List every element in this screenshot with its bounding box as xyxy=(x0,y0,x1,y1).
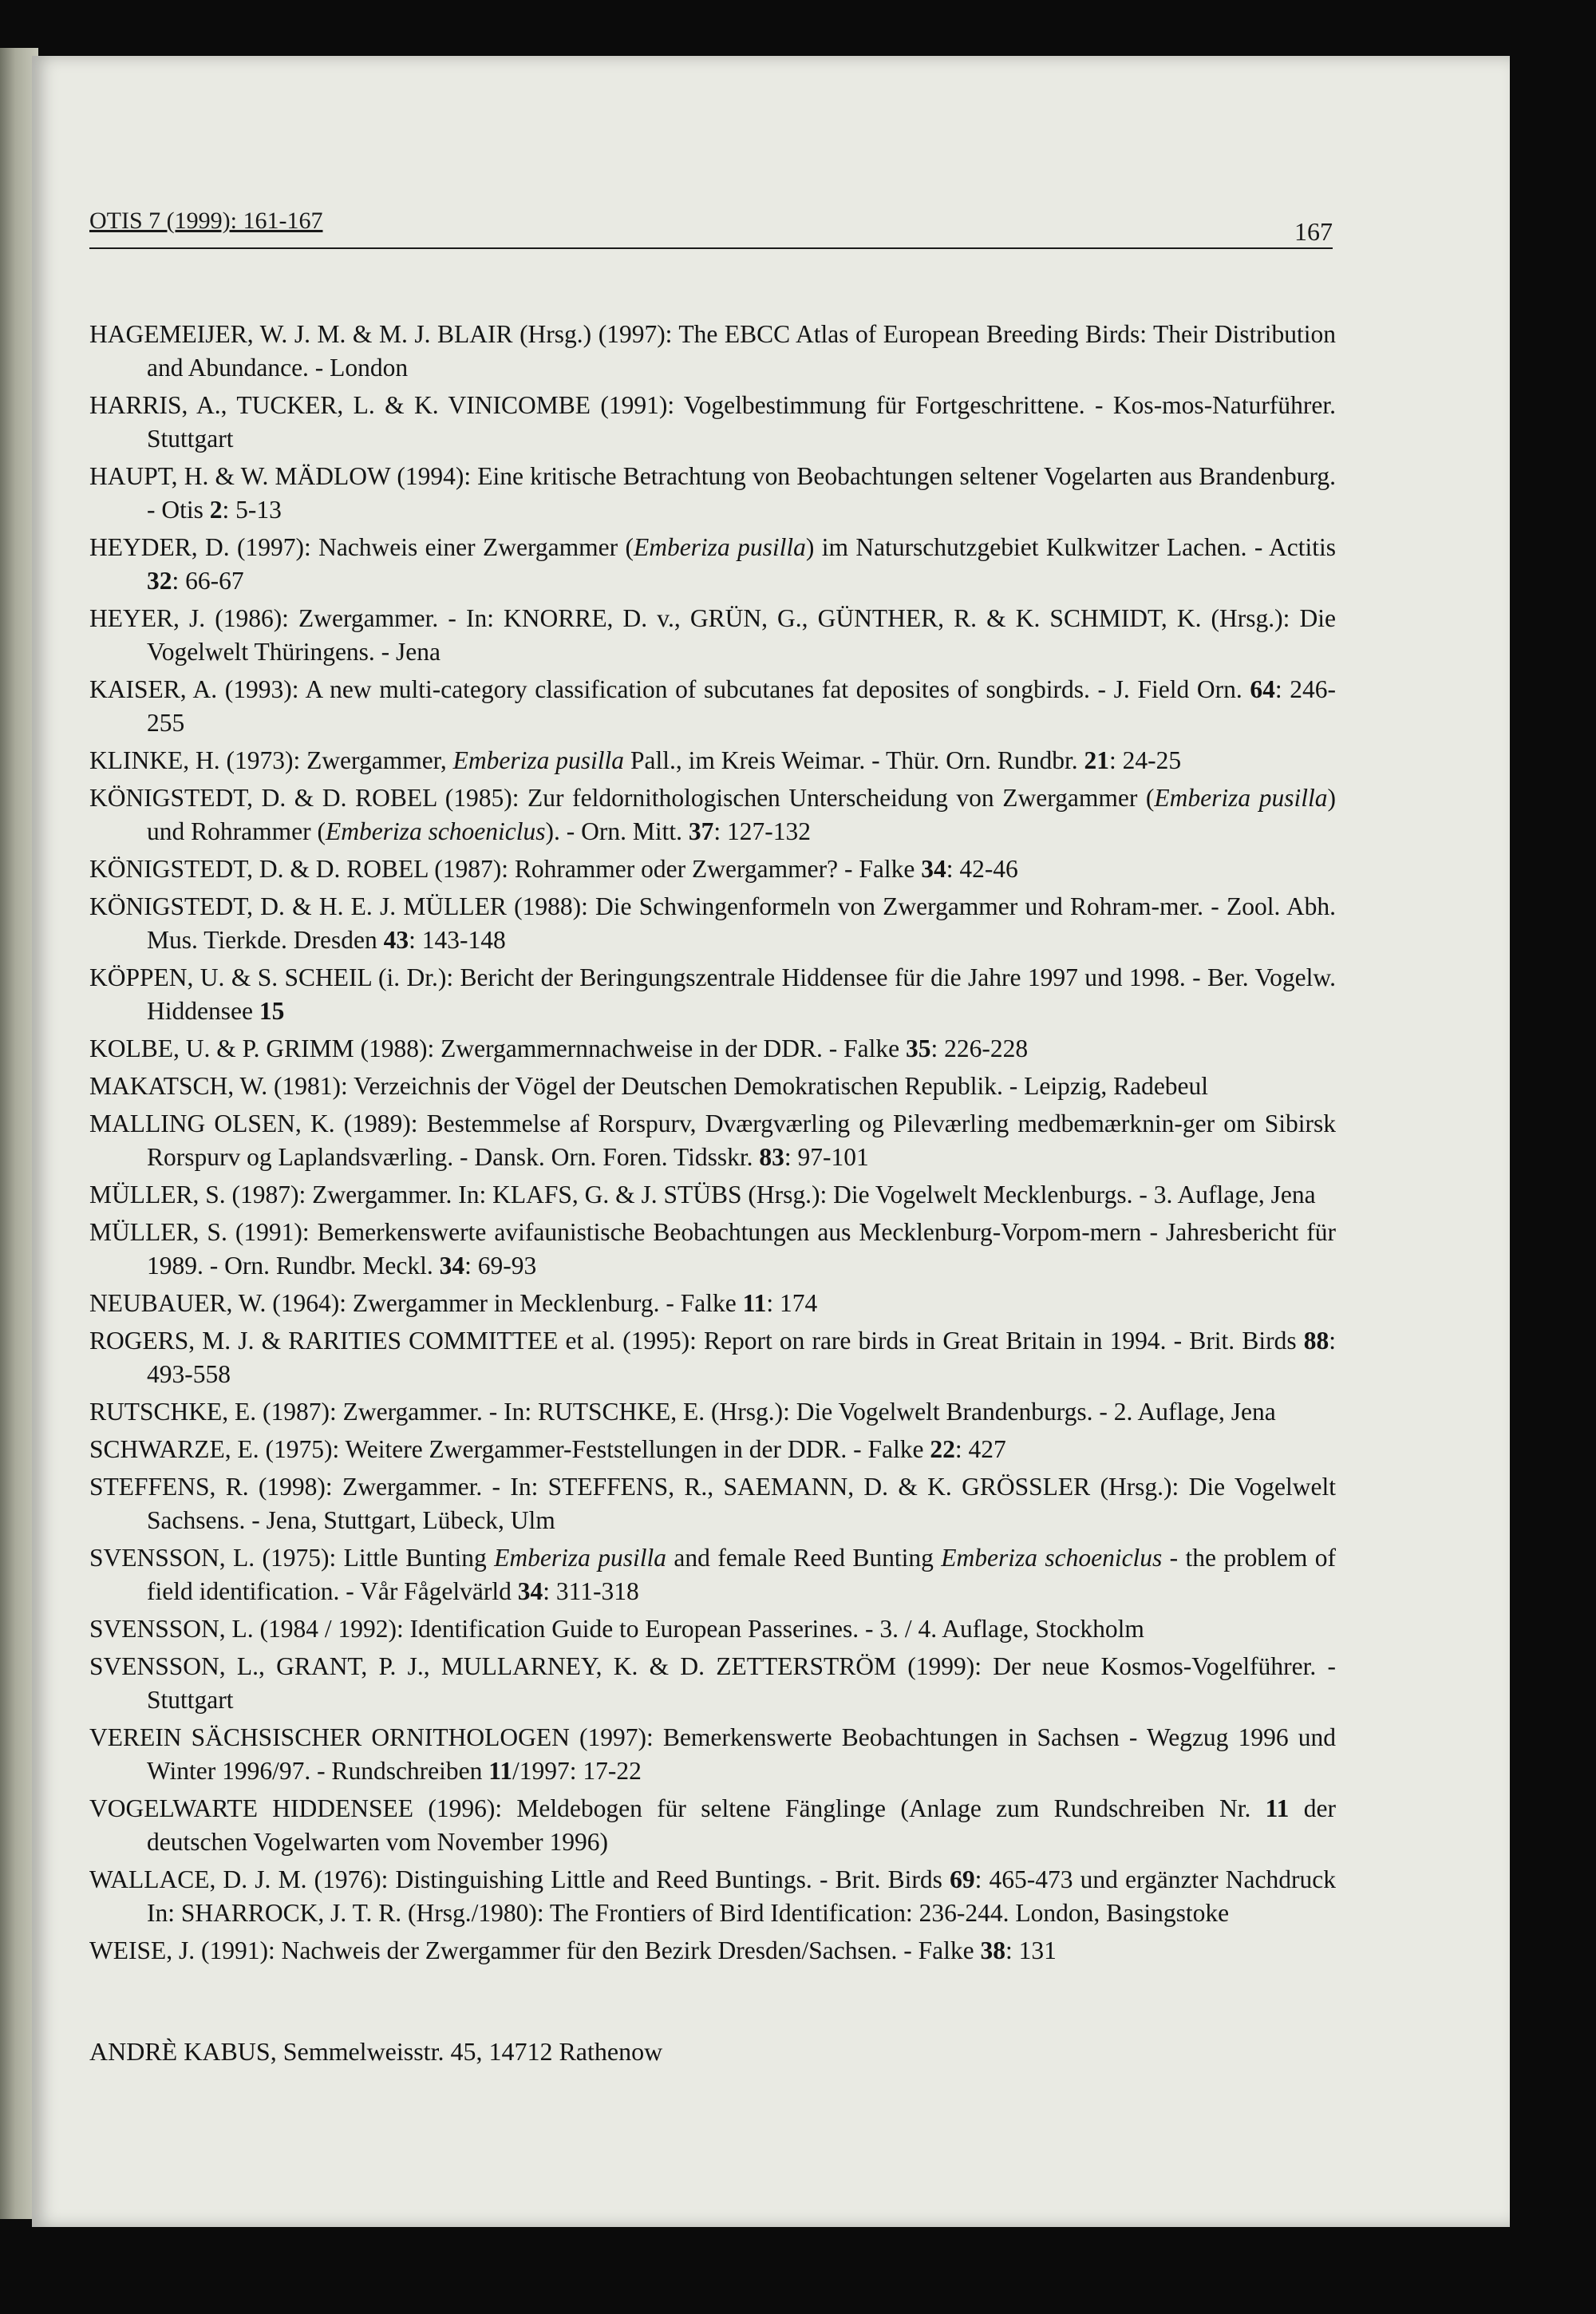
reference-text: : 127-132 xyxy=(713,817,812,845)
reference-text: : 131 xyxy=(1005,1936,1057,1964)
reference-entry xyxy=(89,602,1336,669)
reference-text: SVENSSON, L. (1984 / 1992): Identification Guide to European Passerines. - 3. / 4. Auflage, Stockholm xyxy=(89,1615,1144,1643)
reference-entry xyxy=(89,1324,1336,1391)
reference-volume: 34 xyxy=(921,855,946,883)
reference-volume: 21 xyxy=(1084,746,1109,774)
reference-entry xyxy=(89,1032,1336,1066)
reference-text: RUTSCHKE, E. (1987): Zwergammer. - In: RUTSCHKE, E. (Hrsg.): Die Vogelwelt Brandenburgs. - 2. Auflage, Jena xyxy=(89,1398,1276,1426)
reference-text: HEYER, J. (1986): Zwergammer. - In: KNORRE, D. v., GRÜN, G., GÜNTHER, R. & K. SCHMIDT, K. (Hrsg.): Die Vogelwelt Thüringens. - Jena xyxy=(89,604,1336,666)
reference-list xyxy=(89,318,1336,1972)
reference-text: KÖNIGSTEDT, D. & D. ROBEL (1987): Rohrammer oder Zwergammer? - Falke xyxy=(89,855,922,883)
reference-entry xyxy=(89,531,1336,598)
author-address: ANDRÈ KABUS, Semmelweisstr. 45, 14712 Rathenow xyxy=(89,2037,663,2066)
reference-volume: 32 xyxy=(147,567,172,595)
journal-citation: OTIS 7 (1999): 161-167 xyxy=(89,208,323,234)
reference-text: KLINKE, H. (1973): Zwergammer, xyxy=(89,746,453,774)
reference-volume: 11 xyxy=(1265,1794,1290,1822)
reference-volume: 35 xyxy=(906,1034,931,1062)
reference-text: ). - Orn. Mitt. xyxy=(545,817,689,845)
reference-text: HAUPT, H. & W. MÄDLOW (1994): Eine kritische Betrachtung von Beobachtungen seltener Vogelarten aus Brandenburg. - Otis xyxy=(89,462,1336,524)
reference-text: : 427 xyxy=(954,1435,1006,1463)
reference-text: : 5-13 xyxy=(222,496,282,524)
reference-species: Emberiza pusilla xyxy=(452,746,625,774)
reference-volume: 64 xyxy=(1250,675,1275,703)
reference-volume: 2 xyxy=(209,496,223,524)
reference-text: : 465-473 und ergänzter Nachdruck In: SHARROCK, J. T. R. (Hrsg./1980): The Frontiers of Bird Identification: 236-244. London, Basingstoke xyxy=(147,1865,1336,1927)
reference-volume: 37 xyxy=(688,817,714,845)
reference-text: : 42-46 xyxy=(946,855,1018,883)
reference-entry xyxy=(89,852,1336,886)
reference-species: Emberiza pusilla xyxy=(633,533,806,561)
reference-text: MÜLLER, S. (1991): Bemerkenswerte avifaunistische Beobachtungen aus Mecklenburg-Vorpom-mern - Jahresbericht für 1989. - Orn. Rundbr. Meckl. xyxy=(89,1218,1336,1280)
reference-text: WEISE, J. (1991): Nachweis der Zwergammer für den Bezirk Dresden/Sachsen. - Falke xyxy=(89,1936,981,1964)
reference-species: Emberiza schoeniclus xyxy=(325,817,546,845)
reference-species: Emberiza pusilla xyxy=(1154,784,1328,812)
reference-entry xyxy=(89,744,1336,777)
reference-text: : 66-67 xyxy=(172,567,244,595)
reference-text: : 69-93 xyxy=(464,1252,537,1280)
reference-text: and female Reed Bunting xyxy=(666,1544,942,1572)
header-rule xyxy=(89,247,1333,249)
reference-volume: 38 xyxy=(980,1936,1005,1964)
reference-entry xyxy=(89,1178,1336,1212)
reference-text: VEREIN SÄCHSISCHER ORNITHOLOGEN (1997): Bemerkenswerte Beobachtungen in Sachsen - Wegzug 1996 und Winter 1996/97. - Rundschreiben xyxy=(89,1723,1336,1785)
reference-text: ) und Rohrammer ( xyxy=(147,784,1336,845)
reference-entry xyxy=(89,1287,1336,1320)
reference-text: SVENSSON, L., GRANT, P. J., MULLARNEY, K. & D. ZETTERSTRÖM (1999): Der neue Kosmos-Vogelführer. - Stuttgart xyxy=(89,1652,1336,1714)
reference-entry xyxy=(89,781,1336,848)
page-header xyxy=(89,153,1333,249)
reference-volume: 11 xyxy=(488,1757,513,1785)
reference-entry xyxy=(89,1433,1336,1466)
reference-entry xyxy=(89,673,1336,740)
reference-entry xyxy=(89,1541,1336,1608)
reference-text: - the problem of field identification. - Vår Fågelvärld xyxy=(147,1544,1336,1605)
reference-entry xyxy=(89,890,1336,957)
reference-text: HEYDER, D. (1997): Nachweis einer Zwergammer ( xyxy=(89,533,634,561)
reference-text: SVENSSON, L. (1975): Little Bunting xyxy=(89,1544,495,1572)
reference-text: der deutschen Vogelwarten vom November 1996) xyxy=(147,1794,1336,1856)
reference-volume: 43 xyxy=(383,926,409,954)
reference-text: : 493-558 xyxy=(147,1327,1336,1388)
reference-text: WALLACE, D. J. M. (1976): Distinguishing Little and Reed Buntings. - Brit. Birds xyxy=(89,1865,950,1893)
reference-text: MALLING OLSEN, K. (1989): Bestemmelse af Rorspurv, Dværgværling og Pileværling medbemærknin-ger om Sibirsk Rorspurv og Laplandsværling. - Dansk. Orn. Foren. Tidsskr. xyxy=(89,1110,1336,1171)
reference-volume: 34 xyxy=(439,1252,465,1280)
reference-entry xyxy=(89,1650,1336,1717)
reference-volume: 15 xyxy=(259,997,285,1025)
reference-volume: 69 xyxy=(950,1865,975,1893)
reference-text: : 311-318 xyxy=(543,1577,639,1605)
reference-text: MAKATSCH, W. (1981): Verzeichnis der Vögel der Deutschen Demokratischen Republik. - Leipzig, Radebeul xyxy=(89,1072,1209,1100)
reference-entry xyxy=(89,1216,1336,1283)
reference-entry xyxy=(89,1721,1336,1788)
reference-text: STEFFENS, R. (1998): Zwergammer. - In: STEFFENS, R., SAEMANN, D. & K. GRÖSSLER (Hrsg.): Die Vogelwelt Sachsens. - Jena, Stuttgart, Lübeck, Ulm xyxy=(89,1473,1336,1534)
reference-entry xyxy=(89,460,1336,527)
reference-text: ROGERS, M. J. & RARITIES COMMITTEE et al. (1995): Report on rare birds in Great Britain in 1994. - Brit. Birds xyxy=(89,1327,1304,1355)
reference-species: Emberiza schoeniclus xyxy=(941,1544,1163,1572)
reference-text: : 97-101 xyxy=(784,1143,869,1171)
reference-volume: 22 xyxy=(930,1435,955,1463)
reference-text: ) im Naturschutzgebiet Kulkwitzer Lachen. - Actitis xyxy=(805,533,1336,561)
reference-entry xyxy=(89,1070,1336,1103)
reference-text: HARRIS, A., TUCKER, L. & K. VINICOMBE (1991): Vogelbestimmung für Fortgeschrittene. - Kos-mos-Naturführer. Stuttgart xyxy=(89,391,1336,453)
reference-volume: 34 xyxy=(517,1577,543,1605)
reference-text: SCHWARZE, E. (1975): Weitere Zwergammer-Feststellungen in der DDR. - Falke xyxy=(89,1435,930,1463)
reference-entry xyxy=(89,1863,1336,1930)
reference-text: HAGEMEIJER, W. J. M. & M. J. BLAIR (Hrsg.) (1997): The EBCC Atlas of European Breeding Birds: Their Distribution and Abundance. - London xyxy=(89,320,1336,382)
reference-text: KAISER, A. (1993): A new multi-category classification of subcutanes fat deposites of songbirds. - J. Field Orn. xyxy=(89,675,1250,703)
reference-entry xyxy=(89,318,1336,385)
reference-text: KÖNIGSTEDT, D. & D. ROBEL (1985): Zur feldornithologischen Unterscheidung von Zwergammer ( xyxy=(89,784,1155,812)
reference-entry xyxy=(89,961,1336,1028)
reference-text: Pall., im Kreis Weimar. - Thür. Orn. Rundbr. xyxy=(624,746,1084,774)
reference-entry xyxy=(89,1470,1336,1537)
reference-entry xyxy=(89,389,1336,456)
reference-text: KOLBE, U. & P. GRIMM (1988): Zwergammernnachweise in der DDR. - Falke xyxy=(89,1034,906,1062)
reference-entry xyxy=(89,1934,1336,1968)
reference-volume: 83 xyxy=(759,1143,784,1171)
reference-text: : 174 xyxy=(766,1289,818,1317)
reference-text: VOGELWARTE HIDDENSEE (1996): Meldebogen für seltene Fänglinge (Anlage zum Rundschreiben Nr. xyxy=(89,1794,1266,1822)
reference-text: : 246-255 xyxy=(147,675,1336,737)
reference-text: : 226-228 xyxy=(930,1034,1029,1062)
reference-volume: 88 xyxy=(1303,1327,1329,1355)
reference-text: : 143-148 xyxy=(409,926,506,954)
reference-entry xyxy=(89,1612,1336,1646)
page-number: 167 xyxy=(1294,217,1333,246)
reference-text: MÜLLER, S. (1987): Zwergammer. In: KLAFS, G. & J. STÜBS (Hrsg.): Die Vogelwelt Mecklenburgs. - 3. Auflage, Jena xyxy=(89,1181,1316,1208)
reference-volume: 11 xyxy=(742,1289,767,1317)
reference-entry xyxy=(89,1395,1336,1429)
reference-entry xyxy=(89,1792,1336,1859)
reference-text: KÖPPEN, U. & S. SCHEIL (i. Dr.): Bericht der Beringungszentrale Hiddensee für die Jahre 1997 und 1998. - Ber. Vogelw. Hiddensee xyxy=(89,963,1336,1025)
reference-text: : 24-25 xyxy=(1108,746,1182,774)
reference-text: NEUBAUER, W. (1964): Zwergammer in Mecklenburg. - Falke xyxy=(89,1289,743,1317)
reference-text: /1997: 17-22 xyxy=(512,1757,642,1785)
reference-text: KÖNIGSTEDT, D. & H. E. J. MÜLLER (1988): Die Schwingenformeln von Zwergammer und Rohram-mer. - Zool. Abh. Mus. Tierkde. Dresden xyxy=(89,892,1336,954)
reference-species: Emberiza pusilla xyxy=(494,1544,666,1572)
reference-entry xyxy=(89,1107,1336,1174)
